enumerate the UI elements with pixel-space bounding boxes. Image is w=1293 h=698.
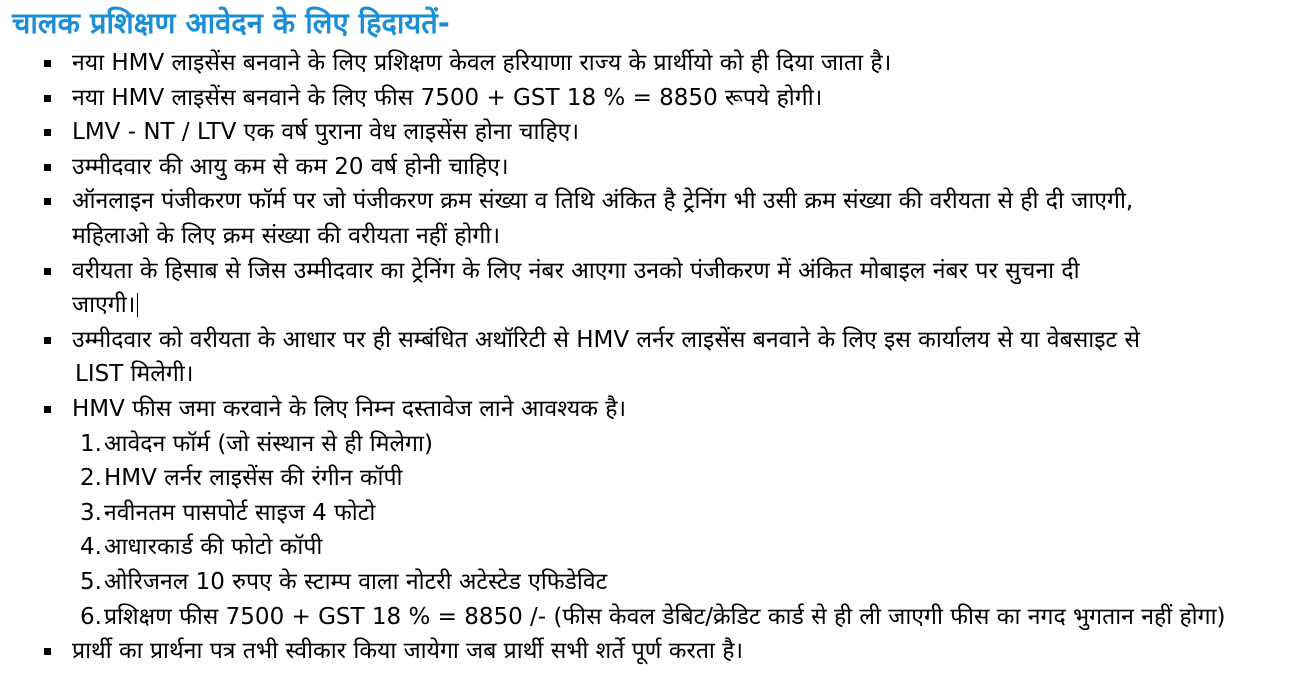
document-text: प्रशिक्षण फीस 7500 + GST 18 % = 8850 /- (फीस केवल डेबिट/क्रेडिट कार्ड से ही ली जाएगी फीस का नगद भुगतान नहीं होगा) [104, 603, 1226, 630]
instruction-item [0, 634, 1293, 669]
square-bullet-icon [44, 648, 51, 655]
square-bullet-icon [44, 198, 51, 205]
document-list-item [0, 600, 1293, 635]
instruction-text: उम्मीदवार की आयु कम से कम 20 वर्ष होनी चाहिए। [72, 153, 509, 180]
document-text: HMV लर्नर लाइसेंस की रंगीन कॉपी [104, 465, 403, 492]
square-bullet-icon [44, 95, 51, 102]
instruction-item [0, 46, 1293, 81]
square-bullet-icon [44, 60, 51, 67]
document-number: 4. [80, 534, 102, 561]
instruction-text: LIST मिलेगी। [75, 361, 194, 388]
instruction-text: नया HMV लाइसेंस बनवाने के लिए प्रशिक्षण केवल हरियाणा राज्य के प्रार्थीयो को ही दिया जाता है। [72, 50, 892, 76]
square-bullet-icon [44, 406, 51, 413]
page-title: चालक प्रशिक्षण आवेदन के लिए हिदायतें- [12, 6, 450, 40]
instruction-continuation [0, 288, 1293, 323]
square-bullet-icon [44, 337, 51, 344]
document-number: 1. [80, 430, 102, 457]
document-number: 6. [80, 603, 102, 630]
instruction-list [0, 46, 1293, 669]
instruction-item [0, 323, 1293, 358]
document-text: आधारकार्ड की फोटो कॉपी [104, 534, 323, 561]
instruction-continuation [0, 219, 1293, 254]
document-number: 5. [80, 568, 102, 595]
instruction-text: महिलाओ के लिए क्रम संख्या की वरीयता नहीं होगी। [72, 222, 501, 249]
document-list-item [0, 496, 1293, 531]
instruction-text-wrapper [72, 288, 138, 323]
instruction-text: HMV फीस जमा करवाने के लिए निम्न दस्तावेज लाने आवश्यक है। [72, 395, 627, 422]
instruction-item [0, 184, 1293, 219]
square-bullet-icon [44, 129, 51, 136]
document-list-item [0, 565, 1293, 600]
square-bullet-icon [44, 268, 51, 275]
instruction-item [0, 81, 1293, 116]
instruction-item [0, 150, 1293, 185]
square-bullet-icon [44, 164, 51, 171]
text-cursor [137, 293, 138, 317]
instruction-text: नया HMV लाइसेंस बनवाने के लिए फीस 7500 + GST 18 % = 8850 रूपये होगी। [72, 84, 823, 111]
instruction-item [0, 115, 1293, 150]
instruction-text: वरीयता के हिसाब से जिस उम्मीदवार का ट्रेनिंग के लिए नंबर आएगा उनको पंजीकरण में अंकित मोबाइल नंबर पर सुचना दी [72, 257, 1080, 284]
instruction-text: उम्मीदवार को वरीयता के आधार पर ही सम्बंधित अथॉरिटी से HMV लर्नर लाइसेंस बनवाने के लिए इस कार्यालय से या वेबसाइट से [72, 326, 1140, 353]
instruction-text: LMV - NT / LTV एक वर्ष पुराना वेध लाइसेंस होना चाहिए। [72, 119, 580, 146]
document-number: 3. [80, 499, 102, 526]
instruction-continuation [0, 357, 1293, 392]
instruction-text: जाएगी। [72, 292, 136, 319]
document-text: नवीनतम पासपोर्ट साइज 4 फोटो [104, 499, 376, 526]
instruction-text: प्रार्थी का प्रार्थना पत्र तभी स्वीकार किया जायेगा जब प्रार्थी सभी शर्ते पूर्ण करता है। [72, 638, 744, 665]
document-list-item [0, 461, 1293, 496]
document-list-item [0, 427, 1293, 462]
document-list-item [0, 530, 1293, 565]
instruction-item [0, 392, 1293, 427]
instruction-text: ऑनलाइन पंजीकरण फॉर्म पर जो पंजीकरण क्रम संख्या व तिथि अंकित है ट्रेनिंग भी उसी क्रम संख्या की वरीयता से ही दी जाएगी, [72, 188, 1134, 215]
instruction-item [0, 254, 1293, 289]
document-text: आवेदन फॉर्म (जो संस्थान से ही मिलेगा) [104, 430, 433, 457]
document-text: ओरिजनल 10 रुपए के स्टाम्प वाला नोटरी अटेस्टेड एफिडेविट [104, 568, 608, 595]
document-number: 2. [80, 465, 102, 492]
